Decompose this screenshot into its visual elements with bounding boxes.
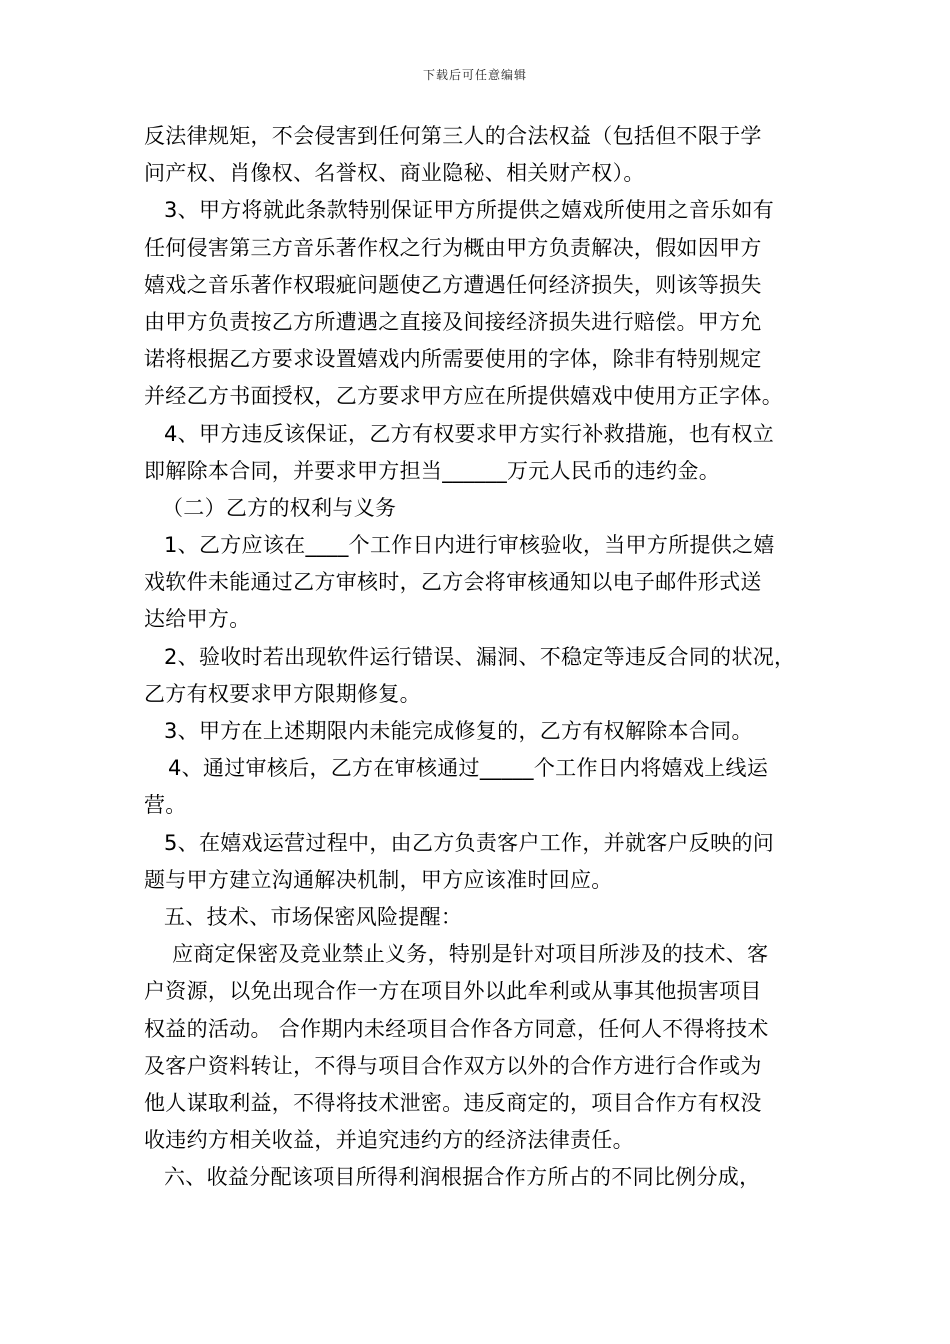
paragraph-line: 问产权、肖像权、名誉权、商业隐秘、相关财产权）。 bbox=[144, 161, 645, 186]
paragraph-line: 任何侵害第三方音乐著作权之行为概由甲方负责解决，假如因甲方 bbox=[144, 235, 762, 260]
section-heading: 六、收益分配该项目所得利润根据合作方所占的不同比例分成， bbox=[164, 1165, 761, 1190]
paragraph-line: 1、乙方应该在____个工作日内进行审核验收，当甲方所提供之嬉 bbox=[164, 533, 775, 558]
paragraph-line: 收违约方相关收益，并追究违约方的经济法律责任。 bbox=[144, 1128, 634, 1153]
section-heading: （二）乙方的权利与义务 bbox=[162, 495, 397, 520]
paragraph-line: 达给甲方。 bbox=[144, 607, 251, 632]
paragraph-line: 4、通过审核后，乙方在审核通过_____个工作日内将嬉戏上线运 bbox=[168, 756, 769, 781]
paragraph-line: 反法律规矩，不会侵害到任何第三人的合法权益（包括但不限于学 bbox=[144, 124, 762, 148]
paragraph-line: 他人谋取利益，不得将技术泄密。违反商定的，项目合作方有权没 bbox=[144, 1090, 762, 1115]
section-heading: 五、技术、市场保密风险提醒： bbox=[164, 904, 463, 929]
paragraph-line: 5、在嬉戏运营过程中，由乙方负责客户工作，并就客户反映的问 bbox=[164, 830, 775, 855]
paragraph-line: 3、甲方将就此条款特别保证甲方所提供之嬉戏所使用之音乐如有 bbox=[164, 198, 775, 223]
paragraph-line: 即解除本合同，并要求甲方担当______万元人民币的违约金。 bbox=[144, 458, 720, 483]
paragraph-line: 乙方有权要求甲方限期修复。 bbox=[144, 681, 421, 706]
paragraph-line: 3、甲方在上述期限内未能完成修复的，乙方有权解除本合同。 bbox=[164, 719, 753, 743]
paragraph-line: 题与甲方建立沟通解决机制，甲方应该准时回应。 bbox=[144, 867, 613, 892]
document-body bbox=[144, 118, 808, 1196]
paragraph-line: 嬉戏之音乐著作权瑕疵问题使乙方遭遇任何经济损失，则该等损失 bbox=[144, 272, 762, 297]
paragraph-line: 并经乙方书面授权，乙方要求甲方应在所提供嬉戏中使用方正字体。 bbox=[144, 384, 783, 409]
paragraph-line: 4、甲方违反该保证，乙方有权要求甲方实行补救措施，也有权立 bbox=[164, 421, 775, 446]
page-header: 下载后可任意编辑 bbox=[422, 68, 527, 82]
paragraph-line: 2、验收时若出现软件运行错误、漏洞、不稳定等违反合同的状况， bbox=[164, 644, 796, 669]
paragraph-line: 诺将根据乙方要求设置嬉戏内所需要使用的字体，除非有特别规定 bbox=[144, 347, 762, 372]
paragraph-line: 营。 bbox=[144, 793, 187, 818]
paragraph-line: 由甲方负责按乙方所遭遇之直接及间接经济损失进行赔偿。甲方允 bbox=[144, 309, 762, 334]
paragraph-line: 户资源，以免出现合作一方在项目外以此牟利或从事其他损害项目 bbox=[144, 979, 762, 1004]
paragraph-line: 应商定保密及竞业禁止义务，特别是针对项目所涉及的技术、客 bbox=[172, 942, 769, 967]
paragraph-line: 戏软件未能通过乙方审核时，乙方会将审核通知以电子邮件形式送 bbox=[144, 570, 762, 595]
paragraph-line: 权益的活动。 合作期内未经项目合作各方同意，任何人不得将技术 bbox=[144, 1016, 769, 1041]
paragraph-line: 及客户资料转让，不得与项目合作双方以外的合作方进行合作或为 bbox=[144, 1053, 762, 1078]
